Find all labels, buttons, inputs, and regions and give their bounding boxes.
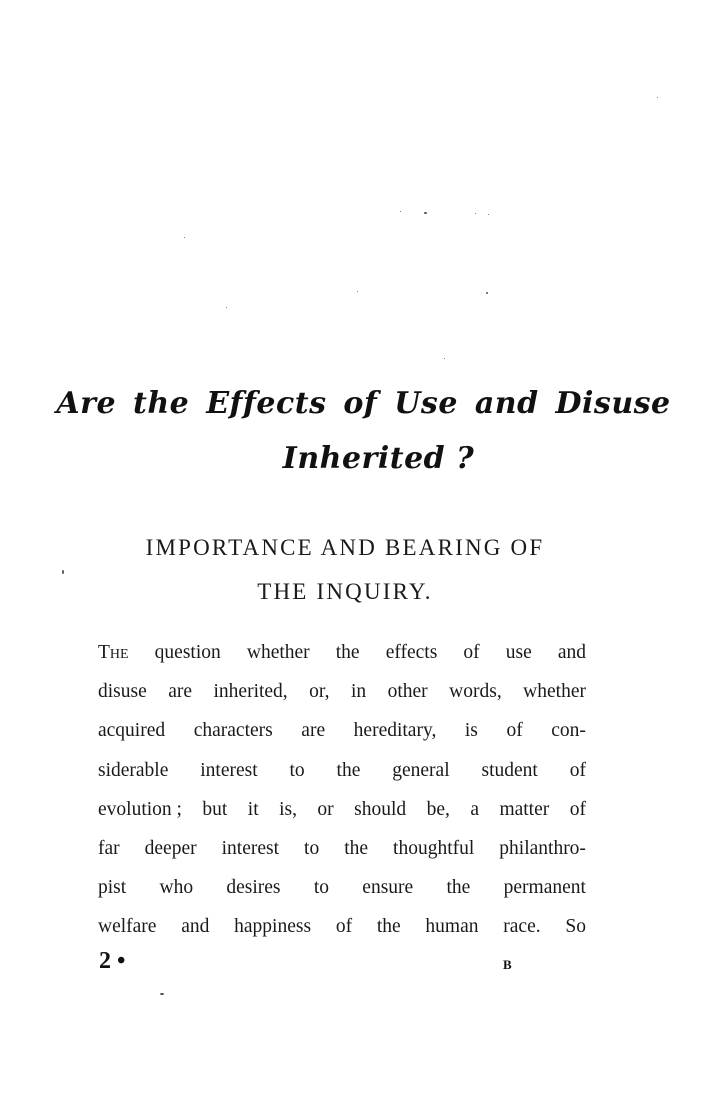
body-word: deeper [144, 837, 197, 859]
body-word: are [301, 720, 326, 742]
body-line [98, 912, 586, 951]
body-word: of [506, 720, 523, 742]
body-word: the [336, 759, 361, 781]
body-line [98, 677, 586, 716]
body-word: question [154, 642, 221, 663]
body-word: pist [98, 877, 127, 899]
body-word: is [464, 720, 478, 742]
body-word: whether [523, 681, 586, 703]
body-word: general [392, 759, 450, 781]
body-word: whether [246, 642, 310, 663]
body-word: effects [385, 642, 438, 663]
body-word: welfare [98, 916, 157, 938]
body-word: words, [449, 681, 502, 703]
body-word: race. [503, 916, 541, 938]
body-word: far [98, 837, 120, 859]
signature-mark: B [503, 957, 512, 972]
body-word: to [304, 837, 320, 859]
body-word: who [159, 877, 194, 899]
body-word: characters [193, 720, 273, 742]
body-word: happiness [234, 916, 312, 938]
body-word: of [335, 916, 353, 938]
body-word: hereditary, [353, 720, 437, 742]
body-word: or [317, 798, 334, 820]
chapter-title-line-1: Are the Effects of Use and Disuse [56, 386, 671, 421]
body-word: be, [426, 798, 450, 820]
body-word: of [569, 759, 586, 781]
body-word: the [335, 642, 360, 663]
body-line [98, 873, 586, 912]
body-word: ensure [362, 877, 414, 899]
scan-speck [400, 211, 401, 212]
body-word: in [350, 681, 367, 703]
body-word: disuse [98, 681, 147, 703]
body-word: use [505, 642, 532, 663]
body-word: of [463, 642, 480, 663]
body-line [98, 716, 586, 755]
scan-speck [488, 214, 489, 215]
body-word: should [354, 798, 407, 820]
body-word: interest [221, 837, 280, 859]
body-line [98, 756, 586, 795]
scan-speck [184, 237, 185, 238]
body-word: evolution ; [98, 798, 182, 820]
body-word: to [289, 759, 305, 781]
body-word: of [569, 798, 586, 820]
body-word: acquired [98, 720, 166, 742]
body-word: con- [551, 720, 586, 742]
body-word: it [247, 798, 259, 820]
scan-speck [160, 993, 164, 995]
body-word: are [168, 681, 193, 703]
scan-speck [657, 97, 658, 98]
body-word: is, [279, 798, 297, 820]
body-word: the [446, 877, 471, 899]
page-mark: 2 • [99, 948, 126, 974]
body-word: other [387, 681, 428, 703]
chapter-title-line-2: Inherited ? [282, 441, 475, 476]
section-heading-line-1: IMPORTANCE AND BEARING OF [145, 535, 545, 560]
body-word: matter [499, 798, 550, 820]
section-heading-line-2: THE INQUIRY. [257, 579, 433, 604]
body-word: the [376, 916, 401, 938]
scan-speck [357, 291, 358, 292]
scan-speck [424, 212, 427, 214]
body-word: permanent [503, 877, 586, 899]
body-word: student [481, 759, 538, 781]
body-line [98, 795, 586, 834]
body-word: So [565, 916, 586, 938]
scan-speck [62, 570, 64, 574]
scan-speck [475, 213, 476, 214]
body-word: The [98, 642, 129, 663]
body-paragraph [98, 638, 586, 952]
body-word: thoughtful [393, 837, 475, 859]
scan-speck [486, 292, 488, 294]
body-word: to [313, 877, 329, 899]
body-word: inherited, [213, 681, 288, 703]
scan-speck [226, 307, 227, 308]
body-word: and [181, 916, 210, 938]
body-line [98, 638, 586, 677]
scan-speck [444, 358, 445, 359]
body-word: a [470, 798, 479, 820]
body-word: or, [309, 681, 330, 703]
body-word: siderable [98, 759, 169, 781]
body-line [98, 834, 586, 873]
body-word: human [425, 916, 479, 938]
body-word: but [202, 798, 228, 820]
body-word: desires [226, 877, 281, 899]
body-word: interest [200, 759, 258, 781]
body-word: philanthro- [499, 837, 586, 859]
body-word: and [557, 642, 586, 663]
body-word: the [344, 837, 369, 859]
